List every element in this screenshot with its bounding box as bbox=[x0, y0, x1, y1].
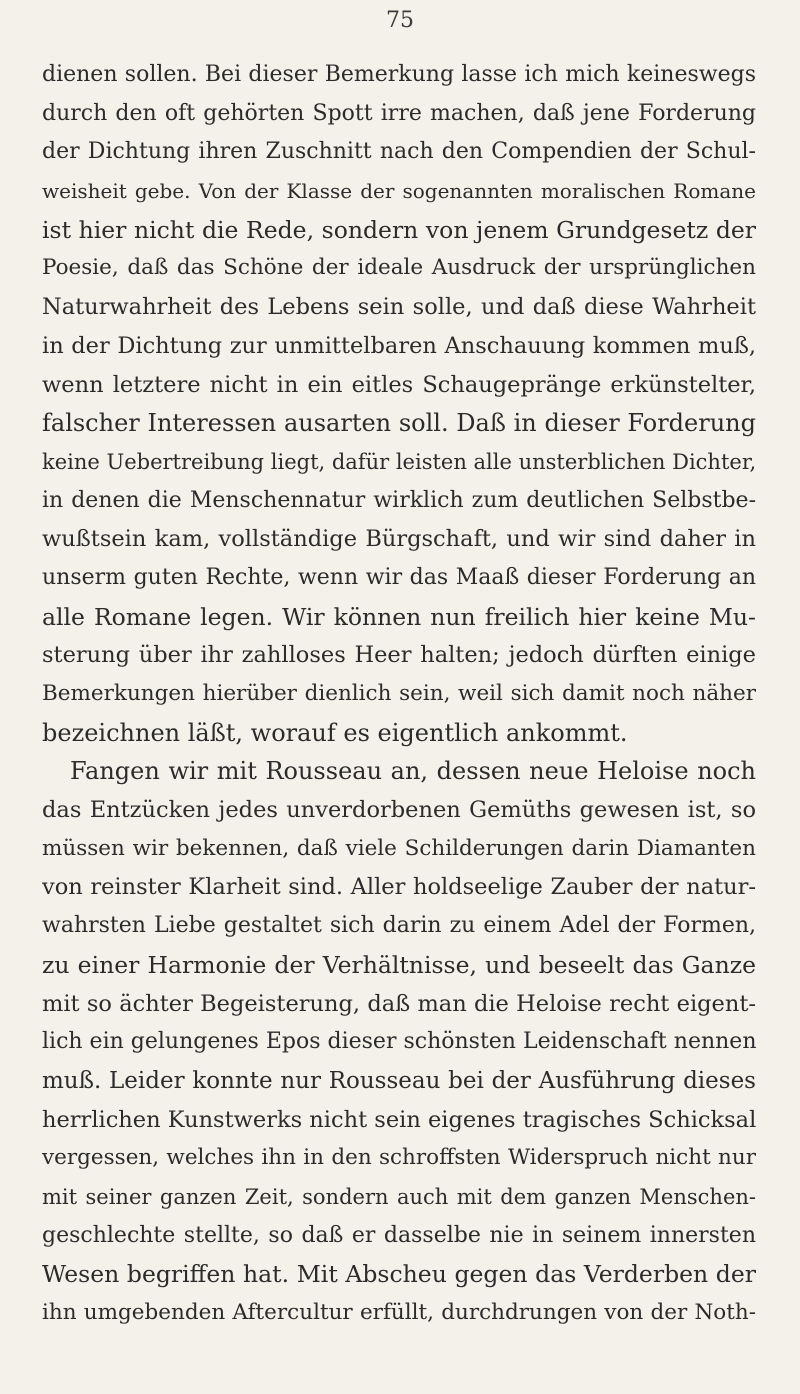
text-line: mit seiner ganzen Zeit, sondern auch mit dem ganzen Menschen- bbox=[42, 1184, 756, 1209]
text-line: lich ein gelungenes Epos dieser schönsten Leidenschaft nennen bbox=[42, 1029, 756, 1055]
text-line: ihn umgebenden Aftercultur erfüllt, durchdrungen von der Noth- bbox=[42, 1300, 756, 1325]
text-line: muß. Leider konnte nur Rousseau bei der Ausführung dieses bbox=[42, 1067, 756, 1094]
text-line: in der Dichtung zur unmittelbaren Anschauung kommen muß, bbox=[42, 332, 756, 359]
text-line: dienen sollen. Bei dieser Bemerkung lasse ich mich keineswegs bbox=[42, 62, 756, 87]
text-line: bezeichnen läßt, worauf es eigentlich ankommt. bbox=[42, 718, 628, 747]
text-line: Wesen begriffen hat. Mit Abscheu gegen das Verderben der bbox=[42, 1260, 756, 1289]
text-line: durch den oft gehörten Spott irre machen, daß jene Forderung bbox=[42, 100, 756, 126]
text-line: herrlichen Kunstwerks nicht sein eigenes tragisches Schicksal bbox=[42, 1106, 756, 1133]
page-number: 75 bbox=[386, 8, 414, 33]
text-line: sterung über ihr zahlloses Heer halten; jedoch dürften einige bbox=[42, 642, 756, 669]
text-line: ist hier nicht die Rede, sondern von jenem Grundgesetz der bbox=[42, 215, 756, 244]
text-line: wußtsein kam, vollständige Bürgschaft, und wir sind daher in bbox=[42, 526, 756, 553]
text-line: Poesie, daß das Schöne der ideale Ausdruck der ursprünglichen bbox=[42, 255, 756, 281]
text-line: Naturwahrheit des Lebens sein solle, und daß diese Wahrheit bbox=[42, 294, 756, 321]
text-line: wenn letztere nicht in ein eitles Schaugepränge erkünstelter, bbox=[42, 371, 756, 398]
text-line: wahrsten Liebe gestaltet sich darin zu einem Adel der Formen, bbox=[42, 913, 756, 939]
text-line: falscher Interessen ausarten soll. Daß in dieser Forderung bbox=[42, 409, 756, 438]
text-line: unserm guten Rechte, wenn wir das Maaß dieser Forderung an bbox=[42, 564, 756, 590]
text-line: zu einer Harmonie der Verhältnisse, und beseelt das Ganze bbox=[42, 950, 756, 979]
text-line: von reinster Klarheit sind. Aller holdseelige Zauber der natur- bbox=[42, 874, 756, 901]
text-line: das Entzücken jedes unverdorbenen Gemüths gewesen ist, so bbox=[42, 797, 756, 824]
text-line: Fangen wir mit Rousseau an, dessen neue Heloise noch bbox=[70, 757, 756, 786]
text-line: müssen wir bekennen, daß viele Schilderungen darin Diamanten bbox=[42, 835, 756, 861]
text-line: weisheit gebe. Von der Klasse der sogenannten moralischen Romane bbox=[42, 179, 756, 204]
text-line: in denen die Menschennatur wirklich zum deutlichen Selbstbe- bbox=[42, 487, 756, 513]
text-line: keine Uebertreibung liegt, dafür leisten alle unsterblichen Dichter, bbox=[42, 449, 756, 474]
text-line: vergessen, welches ihn in den schroffsten Widerspruch nicht nur bbox=[42, 1145, 756, 1171]
text-line: Bemerkungen hierüber dienlich sein, weil sich damit noch näher bbox=[42, 681, 756, 706]
body-text bbox=[42, 56, 756, 1333]
text-line: mit so ächter Begeisterung, daß man die Heloise recht eigent- bbox=[42, 990, 756, 1017]
text-line: geschlechte stellte, so daß er dasselbe nie in seinem innersten bbox=[42, 1222, 756, 1248]
text-line: der Dichtung ihren Zuschnitt nach den Compendien der Schul- bbox=[42, 139, 756, 165]
text-line: alle Romane legen. Wir können nun freilich hier keine Mu- bbox=[42, 602, 756, 631]
